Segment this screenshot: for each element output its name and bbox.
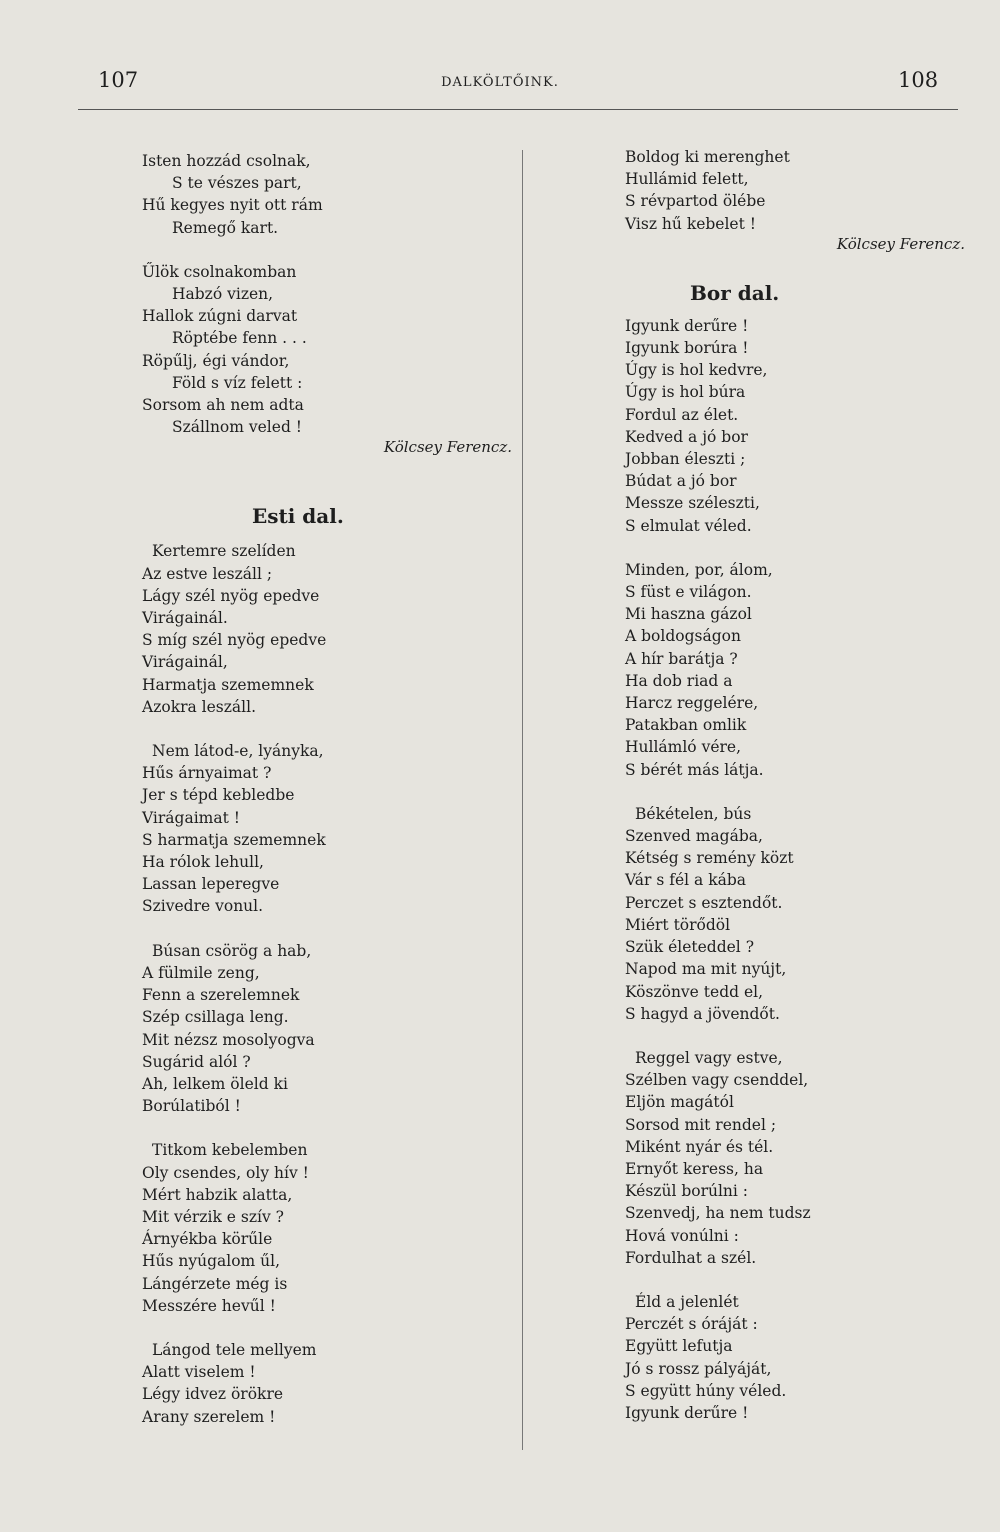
verse-line: Lágy szél nyög epedve bbox=[142, 586, 320, 605]
stanza bbox=[142, 940, 522, 1118]
verse-line: Fordulhat a szél. bbox=[625, 1248, 757, 1267]
verse-line: Perczet s esztendőt. bbox=[625, 893, 783, 912]
verse-line: Mi haszna gázol bbox=[625, 605, 752, 624]
verse-line: Nem látod-e, lyányka, bbox=[152, 742, 324, 761]
verse-line: Készül borúlni : bbox=[625, 1182, 749, 1201]
verse-line: Mit nézsz mosolyogva bbox=[142, 1030, 315, 1049]
verse-line: Habzó vizen, bbox=[172, 285, 274, 304]
verse-line: Együtt lefutja bbox=[625, 1337, 733, 1356]
stanza bbox=[625, 1047, 975, 1269]
stanza bbox=[625, 559, 975, 781]
poem-title: Esti dal. bbox=[252, 504, 344, 529]
poem-title: Bor dal. bbox=[690, 280, 780, 305]
verse-line: Szállnom veled ! bbox=[172, 418, 303, 437]
verse-line: Eljön magától bbox=[625, 1093, 734, 1112]
stanza bbox=[625, 146, 975, 235]
verse-line: Szük életeddel ? bbox=[625, 938, 755, 957]
verse-line: Sorsod mit rendel ; bbox=[625, 1115, 777, 1134]
verse-line: Szélben vagy csenddel, bbox=[625, 1071, 809, 1090]
verse-line: Alatt viselem ! bbox=[142, 1363, 256, 1382]
verse-line: Úgy is hol kedvre, bbox=[625, 361, 768, 380]
verse-line: Jer s tépd kebledbe bbox=[142, 786, 295, 805]
verse-line: A hír barátja ? bbox=[625, 649, 738, 668]
verse-line: Hullámló vére, bbox=[625, 738, 742, 757]
verse-line: Hallok zúgni darvat bbox=[142, 307, 298, 326]
verse-line: Harmatja szememnek bbox=[142, 675, 314, 694]
verse-line: Messzére hevűl ! bbox=[142, 1296, 276, 1315]
verse-line: S hagyd a jövendőt. bbox=[625, 1004, 780, 1023]
verse-line: Ha rólok lehull, bbox=[142, 853, 264, 872]
verse-line: S harmatja szememnek bbox=[142, 830, 326, 849]
verse-line: Az estve leszáll ; bbox=[142, 564, 273, 583]
verse-line: Mit vérzik e szív ? bbox=[142, 1207, 284, 1226]
verse-line: A fülmile zeng, bbox=[142, 963, 260, 982]
verse-line: Föld s víz felett : bbox=[172, 373, 303, 392]
verse-line: Virágainál, bbox=[142, 653, 228, 672]
verse-line: Oly csendes, oly hív ! bbox=[142, 1163, 309, 1182]
verse-line: S elmulat véled. bbox=[625, 516, 752, 535]
verse-line: Fordul az élet. bbox=[625, 405, 739, 424]
verse-line: Lángérzete még is bbox=[142, 1274, 288, 1293]
verse-line: A boldogságon bbox=[625, 627, 741, 646]
stanza bbox=[142, 1339, 522, 1428]
verse-line: Szép csillaga leng. bbox=[142, 1008, 289, 1027]
verse-line: Hűs árnyaimat ? bbox=[142, 764, 272, 783]
verse-line: Ha dob riad a bbox=[625, 671, 733, 690]
verse-line: Sugárid alól ? bbox=[142, 1052, 251, 1071]
header-rule bbox=[78, 109, 958, 110]
verse-line: Kertemre szelíden bbox=[152, 542, 296, 561]
verse-line: Lassan leperegve bbox=[142, 875, 280, 894]
verse-line: Szivedre vonul. bbox=[142, 897, 264, 916]
verse-line: Fenn a szerelemnek bbox=[142, 986, 300, 1005]
stanza bbox=[142, 740, 522, 918]
verse-line: Jobban éleszti ; bbox=[625, 450, 746, 469]
poem-author: Kölcsey Ferencz. bbox=[836, 234, 965, 253]
verse-line: S míg szél nyög epedve bbox=[142, 631, 327, 650]
column-divider bbox=[522, 150, 523, 1450]
verse-line: Boldog ki merenghet bbox=[625, 148, 790, 166]
verse-line: Perczét s óráját : bbox=[625, 1315, 758, 1334]
verse-line: Árnyékba körűle bbox=[142, 1230, 273, 1249]
stanza bbox=[625, 1291, 975, 1424]
verse-line: Hű kegyes nyit ott rám bbox=[142, 196, 323, 215]
verse-line: Napod ma mit nyújt, bbox=[625, 960, 787, 979]
verse-line: Virágaimat ! bbox=[142, 808, 240, 827]
verse-line: Röptébe fenn . . . bbox=[172, 329, 307, 348]
verse-line: Hűs nyúgalom űl, bbox=[142, 1252, 281, 1271]
verse-line: Kétség s remény közt bbox=[625, 849, 794, 868]
verse-line: Remegő kart. bbox=[172, 218, 279, 237]
running-title: DALKÖLTŐINK. bbox=[441, 75, 559, 90]
verse-line: Hullámid felett, bbox=[625, 170, 749, 189]
right-column bbox=[625, 146, 975, 1446]
verse-line: Hová vonúlni : bbox=[625, 1226, 739, 1245]
verse-line: Harcz reggelére, bbox=[625, 694, 759, 713]
verse-line: Köszönve tedd el, bbox=[625, 982, 764, 1001]
verse-line: Vár s fél a kába bbox=[625, 871, 746, 890]
verse-line: Szenvedj, ha nem tudsz bbox=[625, 1204, 811, 1223]
verse-line: Sorsom ah nem adta bbox=[142, 396, 304, 415]
verse-line: Ah, lelkem öleld ki bbox=[142, 1074, 288, 1093]
verse-line: S együtt húny véled. bbox=[625, 1381, 787, 1400]
verse-line: Igyunk derűre ! bbox=[625, 1403, 749, 1422]
stanza bbox=[625, 803, 975, 1025]
verse-line: Légy idvez örökre bbox=[142, 1385, 284, 1404]
verse-line: Lángod tele mellyem bbox=[152, 1340, 317, 1359]
verse-line: Minden, por, álom, bbox=[625, 560, 773, 579]
verse-line: S bérét más látja. bbox=[625, 760, 764, 779]
left-column bbox=[142, 150, 522, 1450]
verse-line: Igyunk derűre ! bbox=[625, 316, 749, 335]
verse-line: Virágainál. bbox=[142, 609, 228, 628]
verse-line: Patakban omlik bbox=[625, 716, 747, 735]
verse-line: Szenved magába, bbox=[625, 827, 763, 846]
stanza bbox=[625, 315, 975, 537]
verse-line: Igyunk borúra ! bbox=[625, 339, 749, 358]
verse-line: Úgy is hol búra bbox=[625, 383, 746, 402]
verse-line: S füst e világon. bbox=[625, 583, 752, 602]
verse-line: Éld a jelenlét bbox=[635, 1292, 739, 1311]
verse-line: Röpűlj, égi vándor, bbox=[142, 351, 290, 370]
verse-line: Borúlatiból ! bbox=[142, 1097, 241, 1116]
stanza bbox=[142, 540, 522, 718]
page-header bbox=[0, 0, 1000, 120]
verse-line: Jó s rossz pályáját, bbox=[625, 1359, 772, 1378]
verse-line: Reggel vagy estve, bbox=[635, 1048, 783, 1067]
verse-line: Visz hű kebelet ! bbox=[625, 214, 756, 233]
verse-line: Miért törődöl bbox=[625, 915, 731, 934]
verse-line: Kedved a jó bor bbox=[625, 427, 748, 446]
left-page-number: 107 bbox=[98, 68, 139, 92]
verse-line: Búsan csörög a hab, bbox=[152, 941, 312, 960]
verse-line: Arany szerelem ! bbox=[142, 1407, 276, 1426]
verse-line: S te vészes part, bbox=[172, 174, 302, 193]
poem-author: Kölcsey Ferencz. bbox=[383, 438, 512, 457]
verse-line: Űlök csolnakomban bbox=[142, 262, 297, 281]
verse-line: S révpartod ölébe bbox=[625, 192, 766, 211]
right-page-number: 108 bbox=[898, 68, 939, 92]
stanza bbox=[142, 150, 522, 239]
verse-line: Búdat a jó bor bbox=[625, 472, 737, 491]
verse-line: Isten hozzád csolnak, bbox=[142, 152, 311, 170]
verse-line: Azokra leszáll. bbox=[142, 697, 256, 716]
verse-line: Ernyőt keress, ha bbox=[625, 1159, 764, 1178]
verse-line: Titkom kebelemben bbox=[152, 1141, 308, 1160]
stanza bbox=[142, 261, 522, 439]
verse-line: Mért habzik alatta, bbox=[142, 1185, 293, 1204]
verse-line: Békételen, bús bbox=[635, 804, 752, 823]
verse-line: Miként nyár és tél. bbox=[625, 1137, 774, 1156]
stanza bbox=[142, 1139, 522, 1317]
verse-line: Messze széleszti, bbox=[625, 494, 760, 513]
